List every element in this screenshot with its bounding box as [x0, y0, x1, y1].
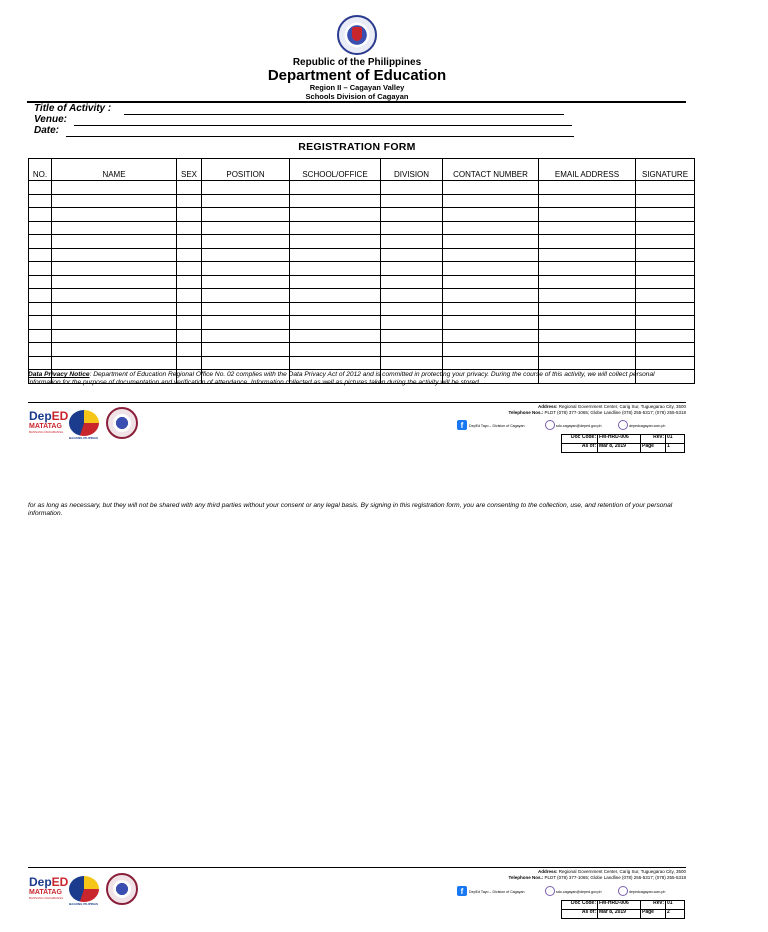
- table-cell[interactable]: [636, 343, 695, 357]
- table-cell[interactable]: [29, 194, 52, 208]
- table-cell[interactable]: [381, 235, 443, 249]
- republic-heading: Republic of the Philippines: [292, 57, 422, 68]
- table-cell[interactable]: [177, 221, 202, 235]
- table-cell[interactable]: [52, 356, 177, 370]
- table-cell[interactable]: [290, 235, 381, 249]
- table-row: [29, 262, 695, 276]
- table-cell[interactable]: [636, 181, 695, 195]
- table-cell[interactable]: [52, 208, 177, 222]
- table-cell[interactable]: [443, 208, 539, 222]
- table-cell[interactable]: [443, 248, 539, 262]
- table-cell[interactable]: [381, 302, 443, 316]
- table-cell[interactable]: [52, 329, 177, 343]
- facebook-icon[interactable]: f: [457, 886, 467, 896]
- table-cell[interactable]: [381, 275, 443, 289]
- table-cell[interactable]: [636, 235, 695, 249]
- table-row: [29, 343, 695, 357]
- col-header-division: DIVISION: [381, 159, 443, 181]
- col-header-school-office: SCHOOL/OFFICE: [290, 159, 381, 181]
- title-of-activity-line[interactable]: [124, 114, 564, 115]
- title-of-activity-field[interactable]: [34, 103, 111, 114]
- table-cell[interactable]: [443, 356, 539, 370]
- department-heading: Department of Education: [267, 67, 447, 84]
- table-cell[interactable]: [177, 181, 202, 195]
- table-cell[interactable]: [539, 343, 636, 357]
- table-cell[interactable]: [443, 316, 539, 330]
- venue-label: Venue:: [34, 114, 67, 125]
- table-cell[interactable]: [177, 316, 202, 330]
- table-cell[interactable]: [290, 302, 381, 316]
- table-cell[interactable]: [290, 262, 381, 276]
- table-cell[interactable]: [539, 208, 636, 222]
- table-cell[interactable]: [202, 275, 290, 289]
- table-cell[interactable]: [177, 262, 202, 276]
- date-field[interactable]: [34, 125, 59, 136]
- table-cell[interactable]: [636, 302, 695, 316]
- table-cell[interactable]: [29, 208, 52, 222]
- footer-address-1: Address: Regional Government Center, Carig Sur, Tuguegarao City, 3500: [537, 404, 686, 409]
- table-cell[interactable]: [381, 329, 443, 343]
- sdo-cagayan-seal-icon: [106, 407, 138, 439]
- date-line[interactable]: [66, 136, 574, 137]
- table-cell[interactable]: [443, 289, 539, 303]
- table-cell[interactable]: [443, 194, 539, 208]
- table-cell[interactable]: [52, 194, 177, 208]
- table-cell[interactable]: [443, 235, 539, 249]
- table-cell[interactable]: [290, 289, 381, 303]
- table-row: [29, 221, 695, 235]
- table-cell[interactable]: [29, 356, 52, 370]
- table-cell[interactable]: [202, 316, 290, 330]
- table-row: [29, 208, 695, 222]
- table-cell[interactable]: [636, 194, 695, 208]
- table-cell[interactable]: [52, 289, 177, 303]
- footer-phone-2: Telephone Nos.: PLDT (078) 377-1065; Globe Landline (078) 255-5317; (078) 255-5318: [508, 875, 686, 880]
- facebook-link[interactable]: DepEd Tayo – Division of Cagayan: [469, 424, 525, 428]
- table-cell[interactable]: [443, 221, 539, 235]
- doc-control-table-2: Doc Code: FM-HRD-006 Rev: 01 As of: Mar 8, 2019 Page 2: [561, 900, 685, 919]
- table-cell[interactable]: [290, 208, 381, 222]
- table-cell[interactable]: [539, 181, 636, 195]
- table-cell[interactable]: [539, 316, 636, 330]
- table-cell[interactable]: [443, 343, 539, 357]
- table-cell[interactable]: [202, 208, 290, 222]
- table-cell[interactable]: [290, 248, 381, 262]
- table-cell[interactable]: [636, 208, 695, 222]
- division-heading: Schools Division of Cagayan: [305, 92, 409, 101]
- bagong-pilipinas-logo: BAGONG PILIPINAS: [69, 410, 99, 440]
- footer-phone-1: Telephone Nos.: PLDT (078) 377-1065; Globe Landline (078) 255-5317; (078) 255-5318: [508, 410, 686, 415]
- table-cell[interactable]: [29, 235, 52, 249]
- table-cell[interactable]: [381, 316, 443, 330]
- table-cell[interactable]: [381, 356, 443, 370]
- title-of-activity-label: Title of Activity :: [34, 103, 112, 114]
- table-cell[interactable]: [29, 275, 52, 289]
- table-cell[interactable]: [636, 289, 695, 303]
- table-cell[interactable]: [52, 302, 177, 316]
- globe-icon: [618, 420, 628, 430]
- table-cell[interactable]: [202, 181, 290, 195]
- table-cell[interactable]: [52, 343, 177, 357]
- privacy-notice-continued: for as long as necessary, but they will not be shared with any third parties without your consent or any legal basis. By signing in this registration form, you are consenting to the collection, use, and retention of your personal information.: [28, 502, 673, 517]
- table-cell[interactable]: [443, 302, 539, 316]
- bagong-pilipinas-logo-2: BAGONG PILIPINAS: [69, 876, 99, 906]
- table-cell[interactable]: [381, 221, 443, 235]
- table-cell[interactable]: [290, 329, 381, 343]
- table-cell[interactable]: [290, 343, 381, 357]
- venue-field[interactable]: [34, 114, 67, 125]
- table-cell[interactable]: [52, 275, 177, 289]
- table-cell[interactable]: [52, 248, 177, 262]
- table-cell[interactable]: [29, 181, 52, 195]
- table-cell[interactable]: [177, 208, 202, 222]
- privacy-notice: [28, 371, 688, 387]
- table-cell[interactable]: [381, 194, 443, 208]
- email-icon: [545, 886, 555, 896]
- privacy-notice-text-1: : Department of Education Regional Office No. 02 complies with the Data Privacy Act of 2012 and is committed in protecting your privacy. During the course of this activity, we will collect personal information for the purpose of documentation and verification of attendance. Information collected as well as pictures taken during the activity will be stored: [28, 371, 655, 386]
- table-cell[interactable]: [290, 181, 381, 195]
- website-link[interactable]: depedcagayan.com.ph: [629, 424, 666, 428]
- table-cell[interactable]: [29, 248, 52, 262]
- table-cell[interactable]: [539, 275, 636, 289]
- table-row: [29, 275, 695, 289]
- table-cell[interactable]: [381, 181, 443, 195]
- table-cell[interactable]: [290, 275, 381, 289]
- table-cell[interactable]: [443, 275, 539, 289]
- table-row: [29, 316, 695, 330]
- col-header-signature: SIGNATURE: [636, 159, 695, 181]
- privacy-notice-label: Data Privacy Notice: [28, 371, 90, 378]
- table-cell[interactable]: [202, 356, 290, 370]
- facebook-link-2[interactable]: DepEd Tayo – Division of Cagayan: [469, 890, 525, 894]
- col-header-position: POSITION: [202, 159, 290, 181]
- bagong-pilipinas-icon: [69, 410, 99, 436]
- table-cell[interactable]: [29, 316, 52, 330]
- table-cell[interactable]: [202, 248, 290, 262]
- email-link[interactable]: sdo.cagayan@deped.gov.ph: [556, 424, 602, 428]
- footer-rule-2: [28, 867, 686, 868]
- table-cell[interactable]: [177, 275, 202, 289]
- table-cell[interactable]: [381, 343, 443, 357]
- registration-table: [28, 158, 695, 384]
- bagong-pilipinas-icon: [69, 876, 99, 902]
- table-cell[interactable]: [381, 208, 443, 222]
- table-cell[interactable]: [52, 235, 177, 249]
- table-cell[interactable]: [202, 221, 290, 235]
- header-rule: [27, 101, 686, 103]
- table-cell[interactable]: [290, 194, 381, 208]
- email-link-2[interactable]: sdo.cagayan@deped.gov.ph: [556, 890, 602, 894]
- sdo-cagayan-seal-icon: [106, 873, 138, 905]
- table-row: [29, 302, 695, 316]
- doc-control-table-1: Doc Code: FM-HRD-006 Rev: 01 As of: Mar 8, 2019 Page 1: [561, 434, 685, 453]
- table-cell[interactable]: [539, 221, 636, 235]
- table-cell[interactable]: [636, 356, 695, 370]
- globe-icon: [618, 886, 628, 896]
- table-cell[interactable]: [177, 248, 202, 262]
- table-cell[interactable]: [202, 329, 290, 343]
- form-title: REGISTRATION FORM: [298, 141, 416, 153]
- table-cell[interactable]: [539, 194, 636, 208]
- table-cell[interactable]: [636, 329, 695, 343]
- table-cell[interactable]: [202, 289, 290, 303]
- table-cell[interactable]: [52, 221, 177, 235]
- table-cell[interactable]: [29, 262, 52, 276]
- table-cell[interactable]: [177, 356, 202, 370]
- table-cell[interactable]: [29, 289, 52, 303]
- table-cell[interactable]: [539, 235, 636, 249]
- table-cell[interactable]: [636, 262, 695, 276]
- table-cell[interactable]: [29, 329, 52, 343]
- table-cell[interactable]: [539, 302, 636, 316]
- table-row: [29, 329, 695, 343]
- venue-line[interactable]: [74, 125, 572, 126]
- table-row: [29, 248, 695, 262]
- table-cell[interactable]: [29, 302, 52, 316]
- table-cell[interactable]: [177, 289, 202, 303]
- table-cell[interactable]: [202, 194, 290, 208]
- table-cell[interactable]: [177, 343, 202, 357]
- table-header-row: [29, 159, 695, 181]
- deped-logo-2: DepED MATATAG BANSANG MAKABANSA: [29, 875, 69, 900]
- table-cell[interactable]: [381, 262, 443, 276]
- facebook-icon[interactable]: f: [457, 420, 467, 430]
- table-row: [29, 194, 695, 208]
- col-header-no: NO.: [29, 159, 52, 181]
- table-cell[interactable]: [52, 181, 177, 195]
- table-cell[interactable]: [52, 316, 177, 330]
- table-cell[interactable]: [177, 194, 202, 208]
- table-cell[interactable]: [443, 181, 539, 195]
- table-cell[interactable]: [290, 316, 381, 330]
- table-row: [29, 289, 695, 303]
- table-cell[interactable]: [177, 302, 202, 316]
- footer-rule-1: [28, 402, 686, 403]
- table-cell[interactable]: [290, 356, 381, 370]
- table-cell[interactable]: [443, 329, 539, 343]
- table-cell[interactable]: [381, 289, 443, 303]
- table-cell[interactable]: [539, 248, 636, 262]
- deped-seal-icon: [337, 15, 377, 55]
- table-cell[interactable]: [539, 262, 636, 276]
- table-cell[interactable]: [636, 221, 695, 235]
- date-label: Date:: [34, 125, 60, 136]
- table-row: [29, 235, 695, 249]
- table-cell[interactable]: [202, 235, 290, 249]
- table-cell[interactable]: [636, 248, 695, 262]
- table-cell[interactable]: [29, 221, 52, 235]
- table-cell[interactable]: [177, 329, 202, 343]
- table-cell[interactable]: [539, 289, 636, 303]
- table-row: [29, 356, 695, 370]
- email-icon: [545, 420, 555, 430]
- table-cell[interactable]: [381, 248, 443, 262]
- table-cell[interactable]: [539, 329, 636, 343]
- table-cell[interactable]: [52, 262, 177, 276]
- table-cell[interactable]: [29, 343, 52, 357]
- col-header-sex: SEX: [177, 159, 202, 181]
- table-cell[interactable]: [636, 316, 695, 330]
- table-row: [29, 181, 695, 195]
- col-header-contact-number: CONTACT NUMBER: [443, 159, 539, 181]
- table-cell[interactable]: [290, 221, 381, 235]
- region-heading: Region II – Cagayan Valley: [309, 83, 405, 92]
- website-link-2[interactable]: depedcagayan.com.ph: [629, 890, 666, 894]
- deped-logo: DepED MATATAG BANSANG MAKABANSA: [29, 409, 69, 434]
- table-cell[interactable]: [177, 235, 202, 249]
- col-header-name: NAME: [52, 159, 177, 181]
- table-cell[interactable]: [636, 275, 695, 289]
- table-cell[interactable]: [539, 356, 636, 370]
- table-cell[interactable]: [202, 343, 290, 357]
- footer-address-2: Address: Regional Government Center, Carig Sur, Tuguegarao City, 3500: [537, 869, 686, 874]
- table-cell[interactable]: [202, 262, 290, 276]
- col-header-email-address: EMAIL ADDRESS: [539, 159, 636, 181]
- table-cell[interactable]: [443, 262, 539, 276]
- table-cell[interactable]: [202, 302, 290, 316]
